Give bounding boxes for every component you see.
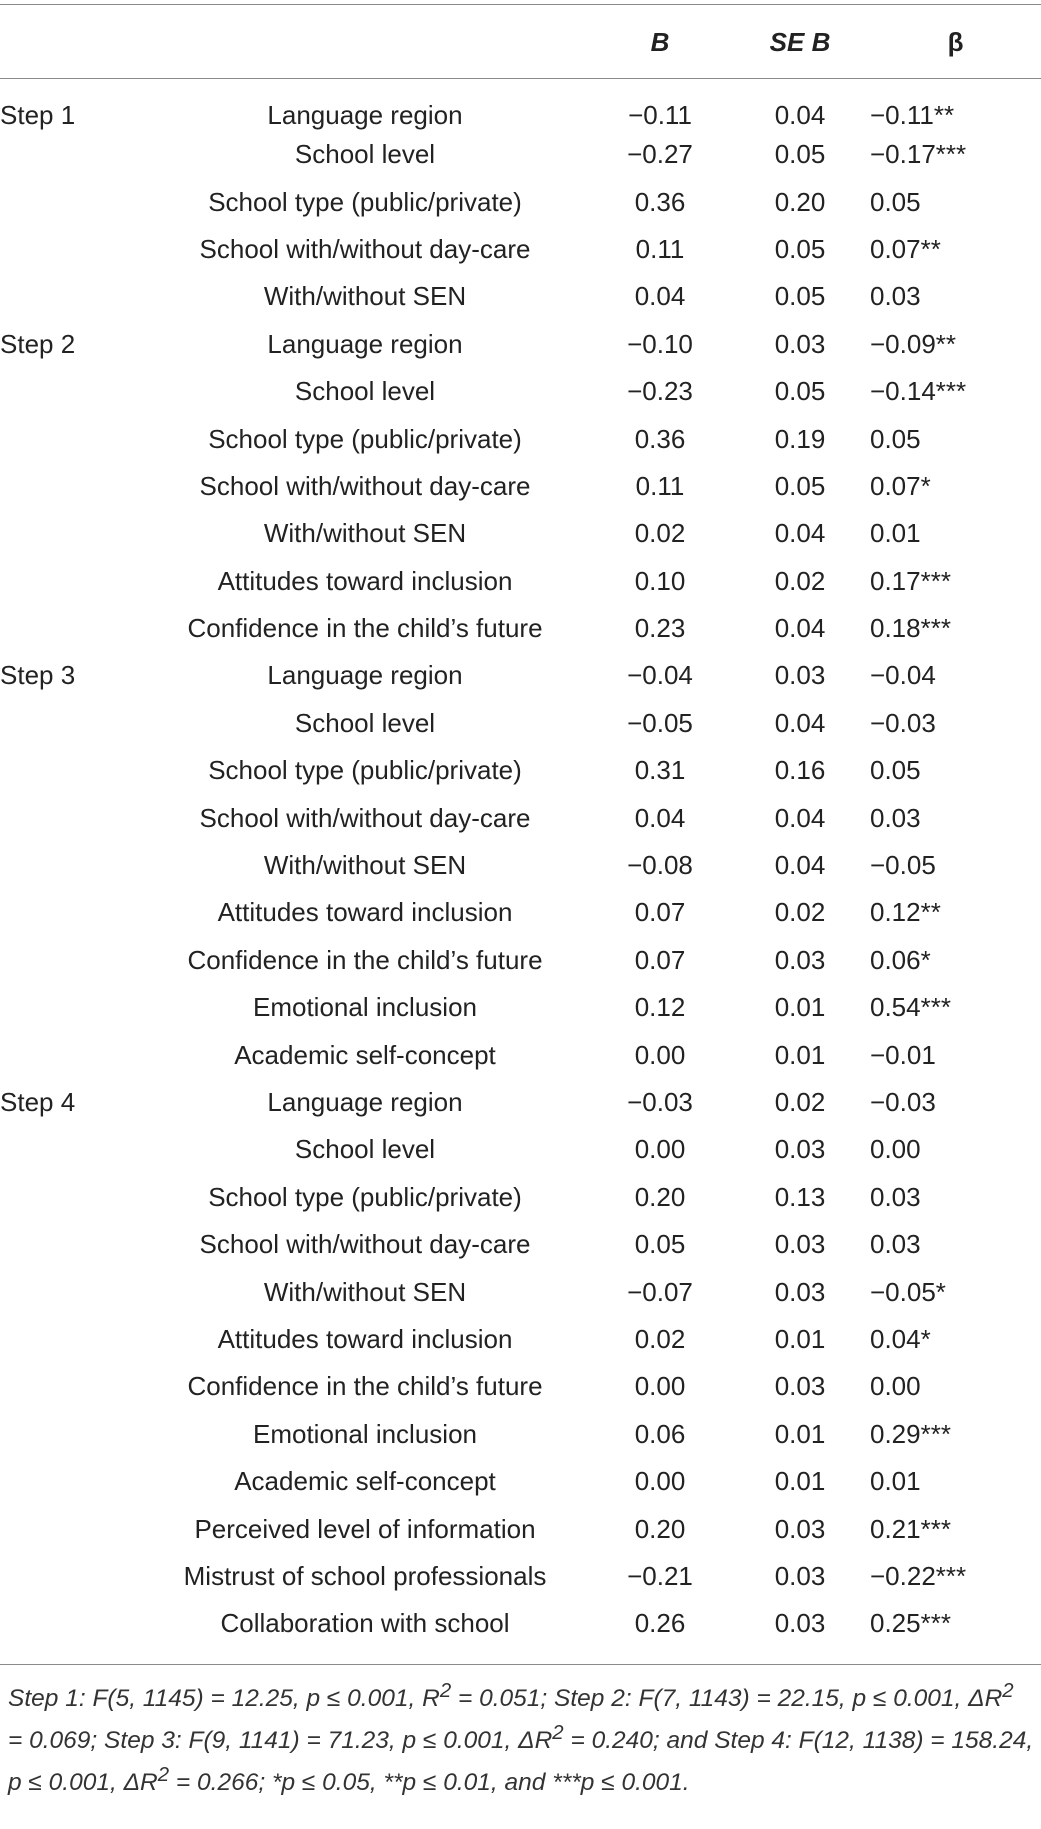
- predictor-cell: Language region: [267, 328, 463, 359]
- beta-cell: 0.12**: [870, 897, 941, 928]
- step-cell: [0, 226, 140, 273]
- table-row: [0, 937, 1041, 984]
- table-row: [0, 368, 1041, 415]
- predictor-cell: School type (public/private): [208, 423, 522, 454]
- se-b-cell: 0.04: [774, 518, 826, 549]
- step-cell: Step 3: [0, 660, 76, 691]
- predictor-cell: With/without SEN: [263, 518, 467, 549]
- se-b-cell: 0.03: [774, 1229, 826, 1260]
- se-b-cell: 0.04: [774, 850, 826, 881]
- b-cell: 0.00: [634, 1466, 686, 1497]
- se-b-cell: 0.02: [774, 565, 826, 596]
- header-beta: β: [947, 27, 964, 57]
- se-b-cell: 0.01: [774, 1418, 826, 1449]
- b-cell: 0.04: [634, 281, 686, 312]
- table-row: [0, 510, 1041, 557]
- se-b-cell: 0.05: [774, 376, 826, 407]
- table-footnote: [8, 1674, 1034, 1800]
- step-cell: [0, 1316, 140, 1363]
- table-row: [0, 226, 1041, 273]
- step-cell: [0, 842, 140, 889]
- footnote-step3-end: = 0.240;: [563, 1727, 667, 1755]
- table-row: [0, 273, 1041, 320]
- step-cell: [0, 1553, 140, 1600]
- table-row: [0, 1505, 1041, 1552]
- footnote-step1-sup: 2: [439, 1680, 452, 1702]
- beta-cell: 0.07*: [870, 470, 931, 501]
- predictor-cell: Confidence in the child’s future: [187, 1371, 543, 1402]
- b-cell: −0.04: [627, 660, 693, 691]
- table-row: [0, 1411, 1041, 1458]
- step-cell: [0, 1505, 140, 1552]
- beta-cell: −0.05*: [870, 1276, 946, 1307]
- table-row: [0, 415, 1041, 462]
- predictor-cell: School level: [294, 139, 436, 170]
- se-b-cell: 0.16: [774, 755, 826, 786]
- se-b-cell: 0.13: [774, 1181, 826, 1212]
- beta-cell: 0.05: [870, 755, 921, 786]
- se-b-cell: 0.01: [774, 992, 826, 1023]
- table-row: [0, 131, 1041, 178]
- beta-cell: 0.03: [870, 1229, 921, 1260]
- step-cell: [0, 1458, 140, 1505]
- beta-cell: −0.03: [870, 707, 936, 738]
- footnote-step3: Step 3: F(9, 1141) = 71.23, p ≤ 0.001, ΔR: [104, 1727, 553, 1755]
- step-cell: [0, 700, 140, 747]
- footnote-step3-sup: 2: [552, 1722, 564, 1745]
- b-cell: 0.04: [634, 802, 686, 833]
- b-cell: 0.00: [634, 1134, 686, 1165]
- table-row: [0, 700, 1041, 747]
- table-row: [0, 747, 1041, 794]
- b-cell: −0.05: [627, 707, 693, 738]
- beta-cell: −0.11**: [870, 100, 955, 130]
- predictor-cell: Attitudes toward inclusion: [217, 565, 513, 596]
- table-row: [0, 984, 1041, 1031]
- b-cell: −0.21: [627, 1560, 693, 1591]
- step-cell: [0, 605, 140, 652]
- predictor-cell: Attitudes toward inclusion: [217, 1323, 513, 1354]
- se-b-cell: 0.05: [774, 139, 826, 170]
- se-b-cell: 0.01: [774, 1466, 826, 1497]
- step-cell: [0, 131, 140, 178]
- table-row: [0, 82, 1041, 131]
- step-cell: Step 2: [0, 328, 76, 359]
- predictor-cell: School level: [294, 1134, 436, 1165]
- b-cell: 0.00: [634, 1371, 686, 1402]
- beta-cell: 0.01: [870, 518, 921, 549]
- b-cell: 0.05: [634, 1229, 686, 1260]
- b-cell: −0.23: [627, 376, 693, 407]
- beta-cell: 0.04*: [870, 1323, 931, 1354]
- beta-cell: 0.06*: [870, 944, 931, 975]
- footnote-step4-end: = 0.266; *p ≤ 0.05, **p ≤ 0.01, and ***p ≤ 0.001.: [169, 1769, 690, 1797]
- predictor-cell: Academic self-concept: [234, 1466, 496, 1497]
- se-b-cell: 0.03: [774, 660, 826, 691]
- se-b-cell: 0.04: [774, 100, 826, 130]
- beta-cell: −0.14***: [870, 376, 967, 407]
- beta-cell: 0.29***: [870, 1418, 951, 1449]
- footnote-step4: and Step 4: F(12, 1138) = 158.24, p ≤ 0.001, ΔR: [8, 1727, 1034, 1797]
- step-cell: [0, 1363, 140, 1410]
- footnote-step2: Step 2: F(7, 1143) = 22.15, p ≤ 0.001, ΔR: [554, 1685, 1003, 1713]
- step-cell: [0, 178, 140, 225]
- predictor-cell: School type (public/private): [208, 1181, 522, 1212]
- table-row: [0, 1221, 1041, 1268]
- beta-cell: 0.00: [870, 1371, 921, 1402]
- b-cell: 0.20: [634, 1181, 686, 1212]
- step-cell: [0, 510, 140, 557]
- step-cell: [0, 794, 140, 841]
- se-b-cell: 0.04: [774, 613, 826, 644]
- table-row: [0, 1079, 1041, 1126]
- b-cell: −0.11: [628, 100, 692, 130]
- step-cell: Step 1: [0, 100, 76, 130]
- se-b-cell: 0.04: [774, 707, 826, 738]
- table-row: [0, 321, 1041, 368]
- se-b-cell: 0.01: [774, 1039, 826, 1070]
- beta-cell: 0.07**: [870, 233, 941, 264]
- footnote-step2-end: = 0.069;: [8, 1727, 105, 1755]
- predictor-cell: With/without SEN: [263, 850, 467, 881]
- table-row: [0, 1458, 1041, 1505]
- table-row: [0, 842, 1041, 889]
- predictor-cell: Mistrust of school professionals: [183, 1560, 547, 1591]
- predictor-cell: School with/without day-care: [199, 1229, 531, 1260]
- se-b-cell: 0.05: [774, 470, 826, 501]
- beta-cell: 0.17***: [870, 565, 951, 596]
- predictor-cell: School with/without day-care: [199, 802, 531, 833]
- beta-cell: 0.21***: [870, 1513, 951, 1544]
- table-row: [0, 1126, 1041, 1173]
- predictor-cell: School level: [294, 376, 436, 407]
- header-predictor: [140, 0, 590, 82]
- se-b-cell: 0.04: [774, 802, 826, 833]
- beta-cell: −0.09**: [870, 328, 957, 359]
- predictor-cell: School with/without day-care: [199, 233, 531, 264]
- step-cell: [0, 1126, 140, 1173]
- predictor-cell: With/without SEN: [263, 1276, 467, 1307]
- step-cell: [0, 747, 140, 794]
- se-b-cell: 0.03: [774, 1134, 826, 1165]
- table-row: [0, 652, 1041, 699]
- b-cell: 0.20: [634, 1513, 686, 1544]
- header-step: [0, 0, 140, 82]
- table-row: [0, 889, 1041, 936]
- step-cell: [0, 1174, 140, 1221]
- se-b-cell: 0.05: [774, 281, 826, 312]
- predictor-cell: Perceived level of information: [194, 1513, 536, 1544]
- se-b-cell: 0.03: [774, 1608, 826, 1639]
- step-cell: Step 4: [0, 1087, 76, 1117]
- table-row: [0, 558, 1041, 605]
- beta-cell: 0.03: [870, 281, 921, 312]
- table-row: [0, 463, 1041, 510]
- predictor-cell: Confidence in the child’s future: [187, 613, 543, 644]
- se-b-cell: 0.20: [774, 186, 826, 217]
- table-row: [0, 794, 1041, 841]
- predictor-cell: Confidence in the child’s future: [187, 944, 543, 975]
- table-row: [0, 1553, 1041, 1600]
- step-cell: [0, 937, 140, 984]
- b-cell: 0.11: [635, 233, 685, 264]
- table-row: [0, 1268, 1041, 1315]
- b-cell: 0.36: [634, 423, 686, 454]
- b-cell: 0.23: [634, 613, 686, 644]
- step-cell: [0, 984, 140, 1031]
- b-cell: 0.36: [634, 186, 686, 217]
- b-cell: 0.07: [634, 944, 686, 975]
- predictor-cell: Emotional inclusion: [252, 992, 477, 1023]
- se-b-cell: 0.01: [774, 1323, 826, 1354]
- beta-cell: 0.03: [870, 1181, 921, 1212]
- step-cell: [0, 1031, 140, 1078]
- predictor-cell: Language region: [267, 100, 463, 130]
- header-b: B: [650, 27, 670, 57]
- se-b-cell: 0.19: [774, 423, 826, 454]
- table-row: [0, 1174, 1041, 1221]
- predictor-cell: Emotional inclusion: [252, 1418, 477, 1449]
- footnote-step4-sup: 2: [157, 1764, 170, 1787]
- b-cell: 0.31: [634, 755, 686, 786]
- predictor-cell: School type (public/private): [208, 186, 522, 217]
- b-cell: 0.07: [634, 897, 686, 928]
- footnote-step1: Step 1: F(5, 1145) = 12.25, p ≤ 0.001, R: [8, 1685, 440, 1713]
- predictor-cell: Language region: [267, 660, 463, 691]
- b-cell: 0.26: [634, 1608, 686, 1639]
- b-cell: 0.10: [634, 565, 686, 596]
- table-row: [0, 1031, 1041, 1078]
- table-row: [0, 605, 1041, 652]
- table-row: [0, 178, 1041, 225]
- b-cell: 0.12: [634, 992, 686, 1023]
- step-cell: [0, 368, 140, 415]
- predictor-cell: Language region: [267, 1087, 463, 1117]
- beta-cell: 0.01: [870, 1466, 921, 1497]
- table-header-row: [0, 0, 1041, 82]
- predictor-cell: Attitudes toward inclusion: [217, 897, 513, 928]
- beta-cell: −0.17***: [870, 139, 967, 170]
- table-row: [0, 1316, 1041, 1363]
- step-cell: [0, 889, 140, 936]
- beta-cell: 0.05: [870, 186, 921, 217]
- beta-cell: −0.04: [870, 660, 936, 691]
- b-cell: −0.10: [627, 328, 693, 359]
- predictor-cell: Collaboration with school: [220, 1608, 510, 1639]
- step-cell: [0, 273, 140, 320]
- step-cell: [0, 415, 140, 462]
- beta-cell: 0.25***: [870, 1608, 951, 1639]
- se-b-cell: 0.03: [774, 1371, 826, 1402]
- b-cell: −0.08: [627, 850, 693, 881]
- beta-cell: −0.22***: [870, 1560, 967, 1591]
- footnote-step2-sup: 2: [1002, 1680, 1014, 1702]
- step-cell: [0, 1411, 140, 1458]
- beta-cell: −0.03: [870, 1087, 936, 1117]
- b-cell: −0.07: [627, 1276, 693, 1307]
- b-cell: 0.11: [635, 470, 685, 501]
- b-cell: −0.27: [627, 139, 693, 170]
- beta-cell: 0.00: [870, 1134, 921, 1165]
- b-cell: 0.02: [634, 1323, 686, 1354]
- se-b-cell: 0.03: [774, 1560, 826, 1591]
- beta-cell: 0.54***: [870, 992, 951, 1023]
- table-row: [0, 1363, 1041, 1410]
- step-cell: [0, 1221, 140, 1268]
- se-b-cell: 0.03: [774, 1276, 826, 1307]
- beta-cell: 0.18***: [870, 613, 951, 644]
- se-b-cell: 0.02: [774, 1087, 826, 1117]
- b-cell: 0.00: [634, 1039, 686, 1070]
- se-b-cell: 0.03: [774, 944, 826, 975]
- b-cell: 0.02: [634, 518, 686, 549]
- step-cell: [0, 1268, 140, 1315]
- se-b-cell: 0.03: [774, 328, 826, 359]
- table-body: [0, 82, 1041, 1648]
- footnote-step1-end: = 0.051;: [451, 1685, 555, 1713]
- beta-cell: −0.05: [870, 850, 936, 881]
- se-b-cell: 0.03: [774, 1513, 826, 1544]
- header-se-b: SE B: [769, 27, 831, 57]
- bottom-rule: [0, 1664, 1041, 1665]
- b-cell: 0.06: [634, 1418, 686, 1449]
- predictor-cell: Academic self-concept: [234, 1039, 496, 1070]
- predictor-cell: School type (public/private): [208, 755, 522, 786]
- predictor-cell: School with/without day-care: [199, 470, 531, 501]
- step-cell: [0, 558, 140, 605]
- step-cell: [0, 463, 140, 510]
- beta-cell: 0.03: [870, 802, 921, 833]
- se-b-cell: 0.05: [774, 233, 826, 264]
- table-row: [0, 1600, 1041, 1647]
- se-b-cell: 0.02: [774, 897, 826, 928]
- predictor-cell: With/without SEN: [263, 281, 467, 312]
- step-cell: [0, 1600, 140, 1647]
- b-cell: −0.03: [627, 1087, 693, 1117]
- beta-cell: 0.05: [870, 423, 921, 454]
- predictor-cell: School level: [294, 707, 436, 738]
- beta-cell: −0.01: [870, 1039, 936, 1070]
